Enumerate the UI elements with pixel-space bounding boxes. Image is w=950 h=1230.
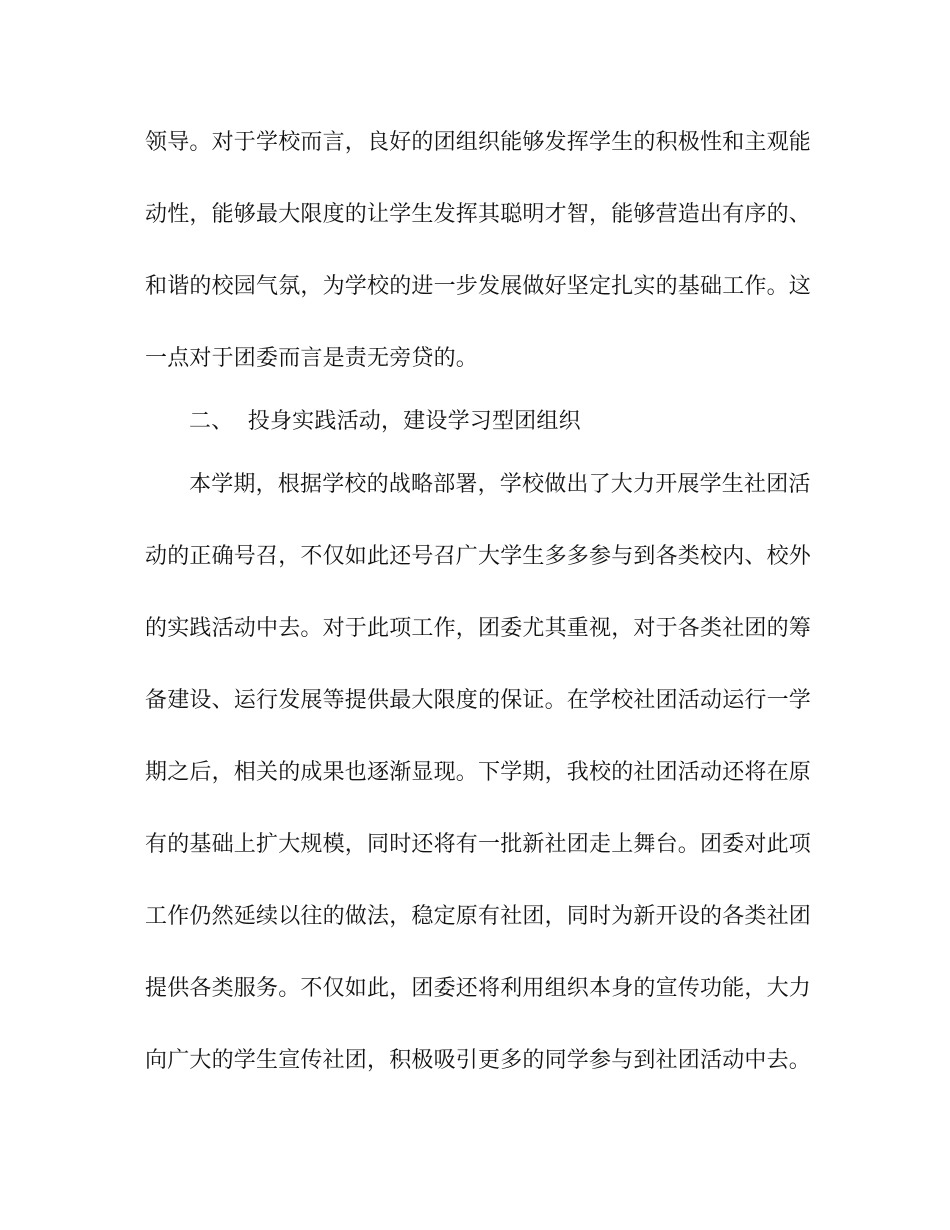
paragraph-line: 有的基础上扩大规模，同时还将有一批新社团走上舞台。团委对此项 bbox=[145, 832, 812, 857]
paragraph-line: 备建设、运行发展等提供最大限度的保证。在学校社团活动运行一学 bbox=[145, 688, 812, 713]
paragraph-line: 领导。对于学校而言，良好的团组织能够发挥学生的积极性和主观能 bbox=[145, 130, 812, 155]
paragraph-line: 工作仍然延续以往的做法，稳定原有社团，同时为新开设的各类社团 bbox=[145, 904, 812, 929]
paragraph-line: 期之后，相关的成果也逐渐显现。下学期，我校的社团活动还将在原 bbox=[145, 760, 812, 785]
paragraph-line: 的实践活动中去。对于此项工作，团委尤其重视，对于各类社团的筹 bbox=[145, 616, 812, 641]
paragraph-line: 动性，能够最大限度的让学生发挥其聪明才智，能够营造出有序的、 bbox=[145, 202, 812, 227]
paragraph-line: 一点对于团委而言是责无旁贷的。 bbox=[145, 346, 479, 371]
paragraph-line: 本学期，根据学校的战略部署，学校做出了大力开展学生社团活 bbox=[189, 472, 811, 497]
paragraph-line: 和谐的校园气氛，为学校的进一步发展做好坚定扎实的基础工作。这 bbox=[145, 274, 812, 299]
paragraph-line: 动的正确号召，不仅如此还号召广大学生多多参与到各类校内、校外 bbox=[145, 544, 812, 569]
paragraph-line: 向广大的学生宣传社团，积极吸引更多的同学参与到社团活动中去。 bbox=[145, 1048, 812, 1073]
paragraph-line: 提供各类服务。不仅如此，团委还将利用组织本身的宣传功能，大力 bbox=[145, 976, 812, 1001]
section-heading: 二、 投身实践活动，建设学习型团组织 bbox=[189, 409, 581, 434]
